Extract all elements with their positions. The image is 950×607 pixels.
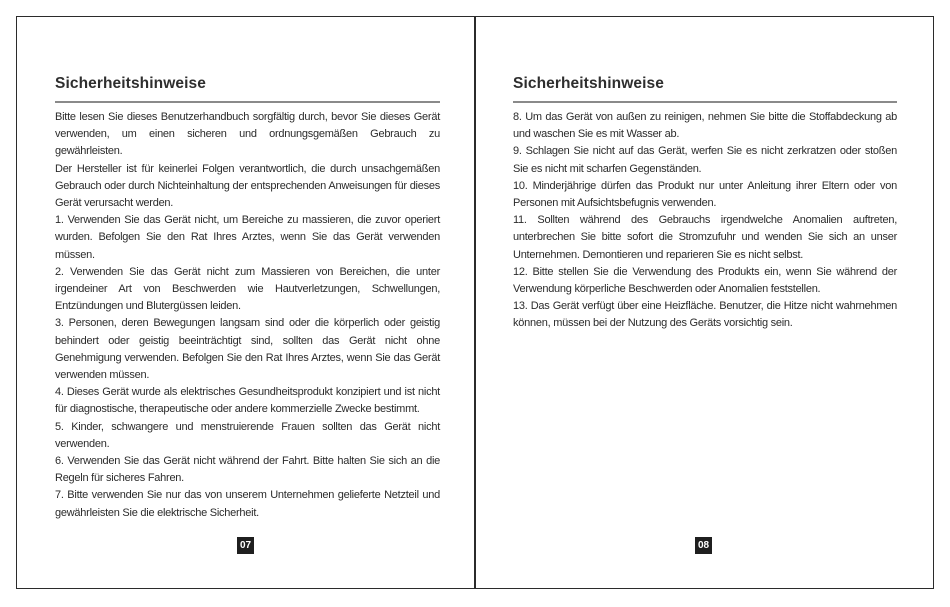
safety-item-10: 10. Minderjährige dürfen das Produkt nur unter Anleitung ihrer Eltern oder von Personen mit Aufsichtsbefugnis verwenden. — [513, 179, 897, 210]
safety-item-11: 11. Sollten während des Gebrauchs irgendwelche Anomalien auftreten, unterbrechen Sie bitte sofort die Stromzufuhr und wenden Sie sich an unser Unternehmen. Demontieren und reparieren Sie es nicht selbst. — [513, 214, 897, 261]
liability-paragraph: Der Hersteller ist für keinerlei Folgen verantwortlich, die durch unsachgemäßen Gebrauch oder durch Nichteinhaltung der entsprechenden Anweisungen für dieses Gerät verursacht werden. — [55, 162, 440, 210]
page-number-badge: 08 — [695, 537, 712, 554]
left-heading-rule — [55, 101, 440, 103]
right-page-heading: Sicherheitshinweise — [513, 75, 664, 92]
safety-item-9: 9. Schlagen Sie nicht auf das Gerät, werfen Sie es nicht zerkratzen oder stoßen Sie es nicht mit scharfen Gegenständen. — [513, 145, 897, 175]
safety-item-13: 13. Das Gerät verfügt über eine Heizfläche. Benutzer, die Hitze nicht wahrnehmen können, müssen bei der Nutzung des Geräts vorsichtig sein. — [513, 300, 897, 330]
left-page-body — [55, 109, 440, 522]
page-number-badge: 07 — [237, 537, 254, 554]
safety-item-7: 7. Bitte verwenden Sie nur das von unserem Unternehmen gelieferte Netzteil und gewährleisten Sie die elektrische Sicherheit. — [55, 489, 440, 519]
intro-paragraph: Bitte lesen Sie dieses Benutzerhandbuch sorgfältig durch, bevor Sie dieses Gerät verwenden, um einen sicheren und ordnungsgemäßen Gebrauch zu gewährleisten. — [55, 111, 440, 158]
safety-item-3: 3. Personen, deren Bewegungen langsam sind oder die körperlich oder geistig behindert oder geistig beeinträchtigt sind, sollten das Gerät nicht ohne Genehmigung verwenden. Befolgen Sie den Rat Ihres Arztes, wenn Sie das Gerät verwenden müssen. — [55, 317, 440, 382]
right-page — [513, 16, 897, 589]
safety-item-5: 5. Kinder, schwangere und menstruierende Frauen sollten das Gerät nicht verwenden. — [55, 420, 440, 450]
safety-item-2: 2. Verwenden Sie das Gerät nicht zum Massieren von Bereichen, die unter irgendeiner Art von Beschwerden wie Hautverletzungen, Schwellungen, Entzündungen und Blutergüssen leiden. — [55, 265, 440, 313]
safety-item-12: 12. Bitte stellen Sie die Verwendung des Produkts ein, wenn Sie während der Verwendung körperliche Beschwerden oder Anomalien feststellen. — [513, 265, 897, 296]
left-page-heading: Sicherheitshinweise — [55, 75, 206, 92]
safety-item-1: 1. Verwenden Sie das Gerät nicht, um Bereiche zu massieren, die zuvor operiert wurden. Befolgen Sie den Rat Ihres Arztes, wenn Sie das Gerät verwenden müssen. — [55, 214, 440, 261]
page-spine-divider — [474, 16, 476, 589]
left-page — [55, 16, 440, 589]
right-page-body — [513, 109, 897, 333]
safety-item-6: 6. Verwenden Sie das Gerät nicht während der Fahrt. Bitte halten Sie sich an die Regeln für sicheres Fahren. — [55, 455, 440, 485]
safety-item-8: 8. Um das Gerät von außen zu reinigen, nehmen Sie bitte die Stoffabdeckung ab und waschen Sie es mit Wasser ab. — [513, 111, 897, 141]
safety-item-4: 4. Dieses Gerät wurde als elektrisches Gesundheitsprodukt konzipiert und ist nicht für diagnostische, therapeutische oder andere kommerzielle Zwecke bestimmt. — [55, 386, 440, 416]
right-heading-rule — [513, 101, 897, 103]
